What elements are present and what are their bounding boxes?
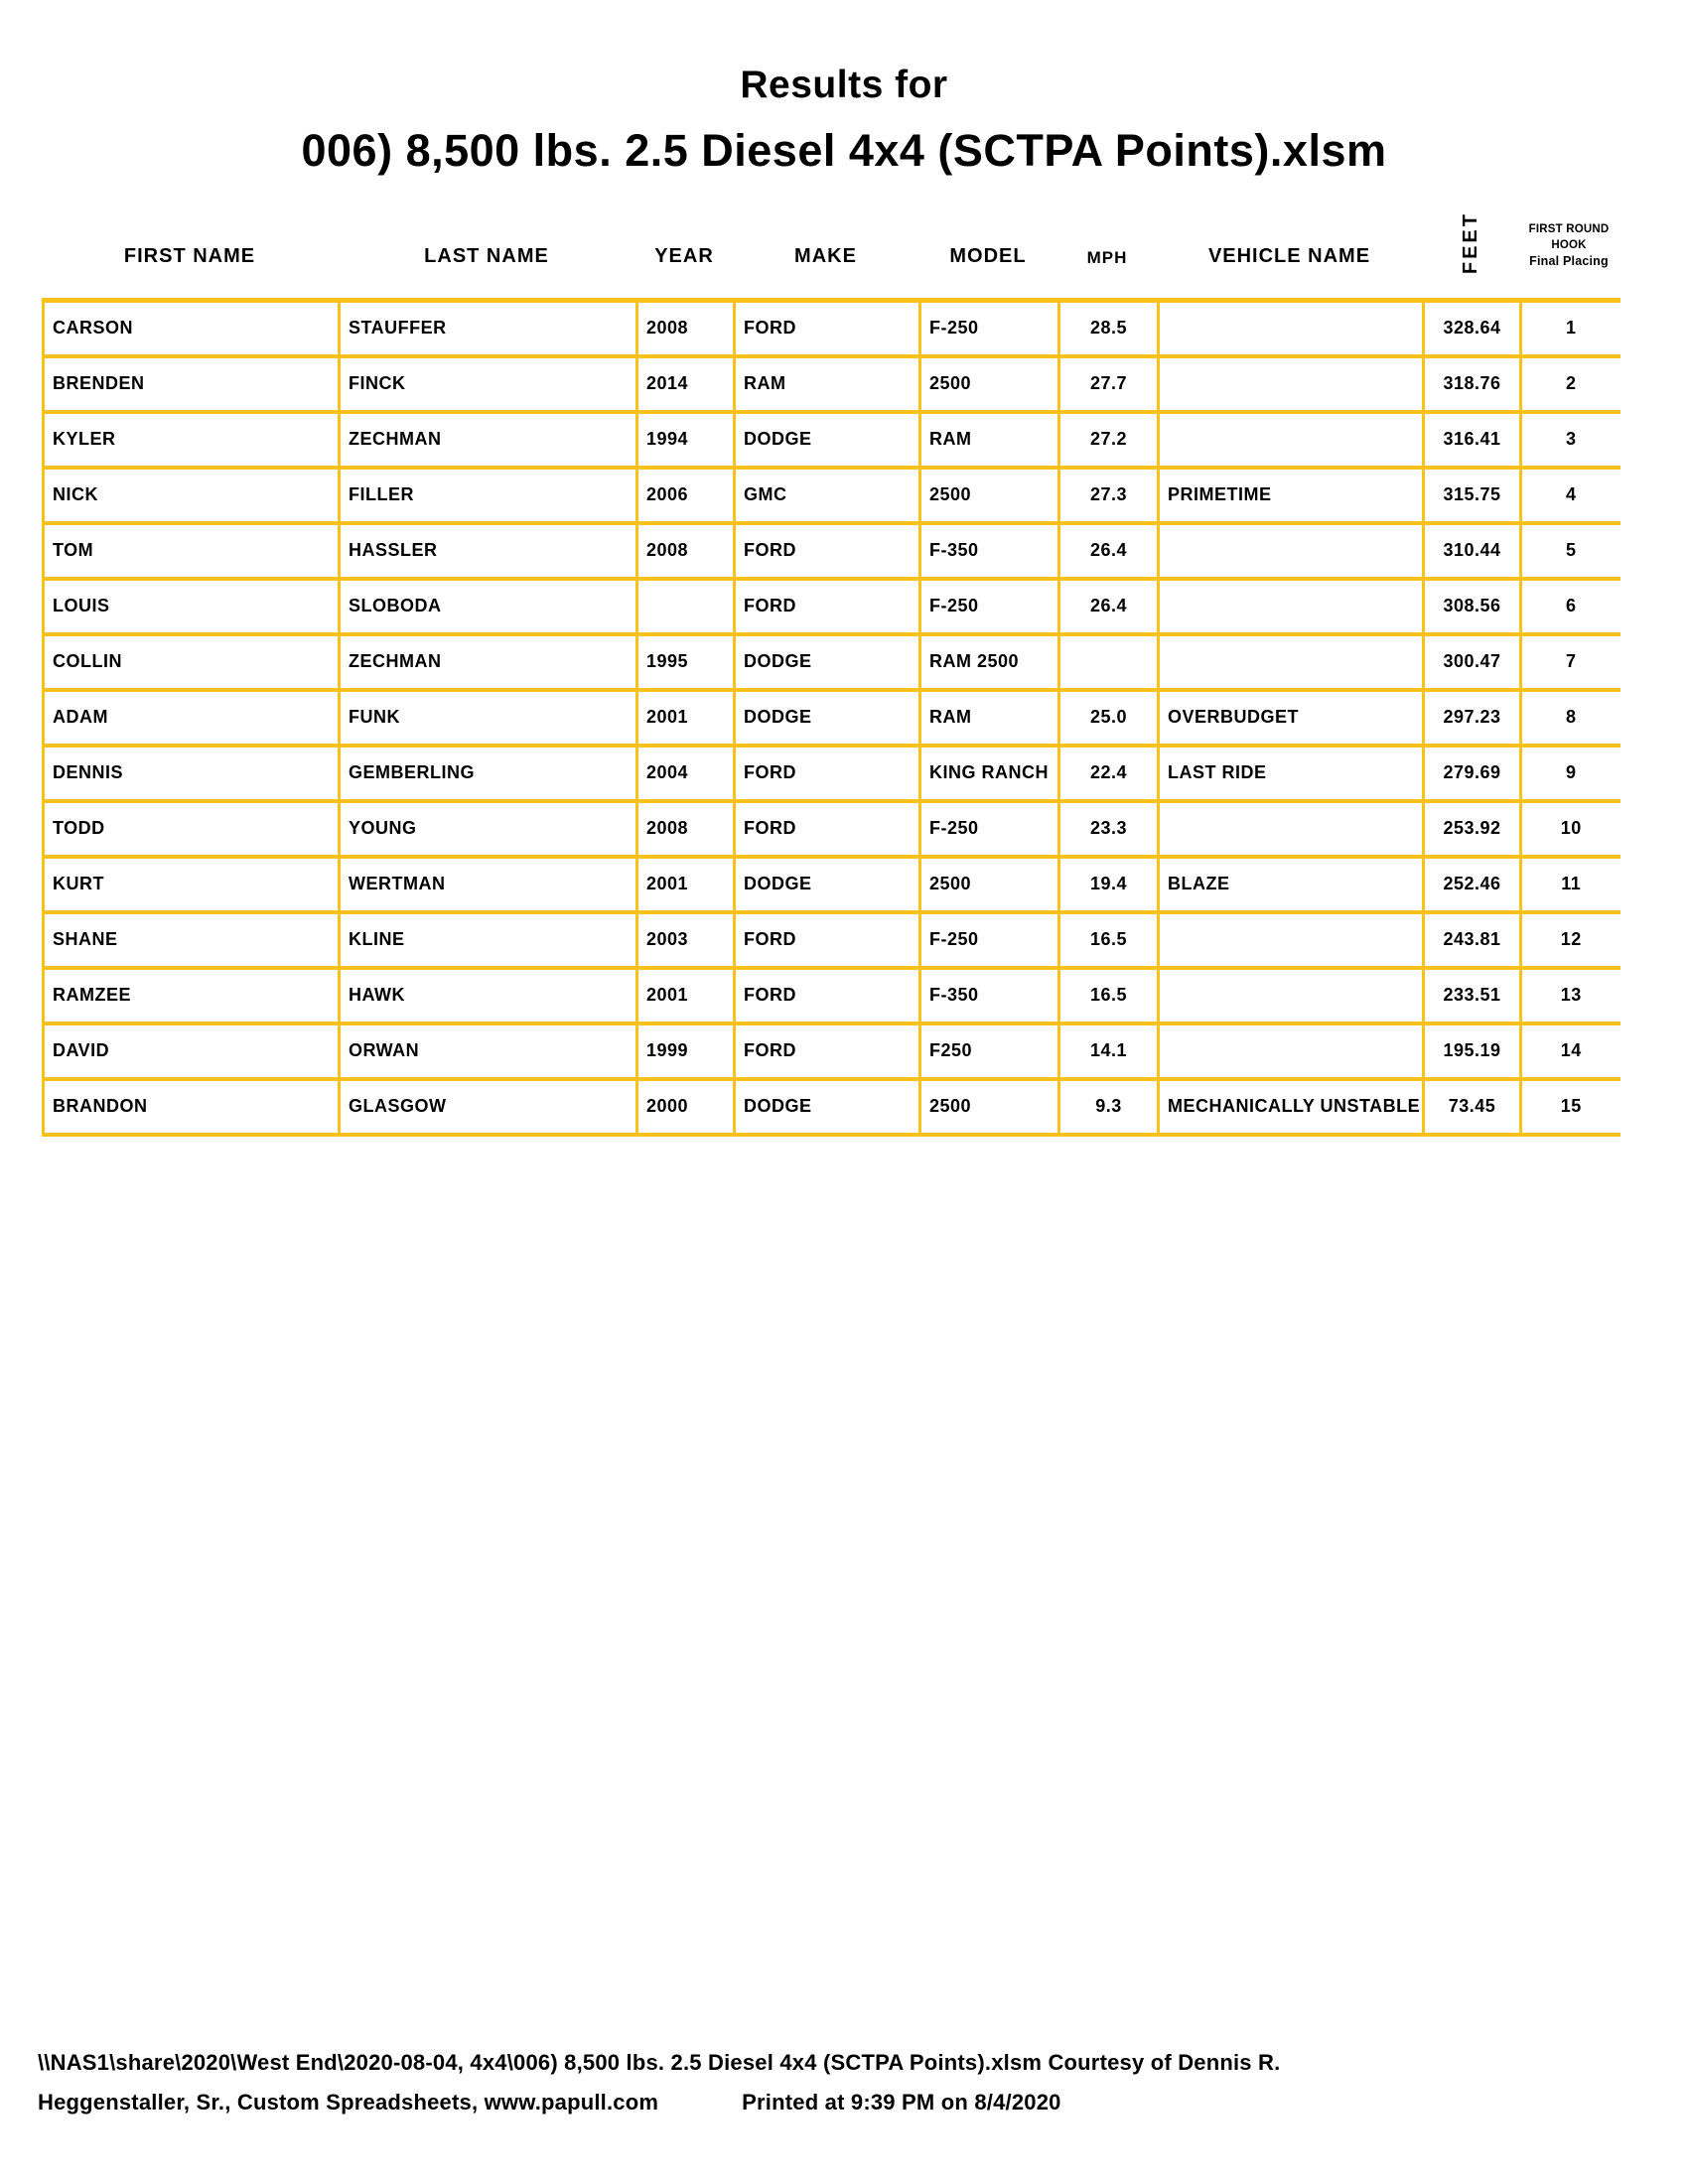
cell-mph: 27.7 — [1059, 356, 1159, 412]
cell-first-name: TOM — [44, 523, 340, 579]
cell-vehicle-name — [1159, 801, 1424, 857]
cell-year: 2008 — [637, 523, 735, 579]
cell-model: KING RANCH — [920, 746, 1059, 801]
cell-year: 2000 — [637, 1079, 735, 1135]
cell-placing: 10 — [1521, 801, 1620, 857]
cell-make: RAM — [735, 356, 920, 412]
column-header-feet — [1422, 197, 1519, 276]
results-table — [42, 298, 1620, 1137]
cell-placing: 15 — [1521, 1079, 1620, 1135]
cell-placing: 11 — [1521, 857, 1620, 912]
cell-year: 2004 — [637, 746, 735, 801]
cell-make: FORD — [735, 746, 920, 801]
printed-timestamp: Printed at 9:39 PM on 8/4/2020 — [742, 2090, 1061, 2115]
cell-first-name: SHANE — [44, 912, 340, 968]
cell-placing: 12 — [1521, 912, 1620, 968]
table-row — [44, 523, 1620, 579]
cell-year: 2001 — [637, 968, 735, 1024]
cell-last-name: ZECHMAN — [340, 412, 637, 468]
cell-mph: 22.4 — [1059, 746, 1159, 801]
cell-first-name: KURT — [44, 857, 340, 912]
cell-mph: 9.3 — [1059, 1079, 1159, 1135]
cell-first-name: RAMZEE — [44, 968, 340, 1024]
cell-feet: 318.76 — [1424, 356, 1521, 412]
cell-mph: 28.5 — [1059, 301, 1159, 356]
table-row — [44, 912, 1620, 968]
cell-vehicle-name: BLAZE — [1159, 857, 1424, 912]
cell-last-name: GLASGOW — [340, 1079, 637, 1135]
file-path-text: \\NAS1\share\2020\West End\2020-08-04, 4x4\006) 8,500 lbs. 2.5 Diesel 4x4 (SCTPA Points).xlsm Courtesy of Dennis R. — [38, 2050, 1281, 2075]
cell-last-name: STAUFFER — [340, 301, 637, 356]
cell-year: 2006 — [637, 468, 735, 523]
cell-make: FORD — [735, 801, 920, 857]
cell-feet: 308.56 — [1424, 579, 1521, 634]
cell-first-name: ADAM — [44, 690, 340, 746]
cell-model: 2500 — [920, 468, 1059, 523]
cell-placing: 1 — [1521, 301, 1620, 356]
cell-model: 2500 — [920, 857, 1059, 912]
cell-vehicle-name — [1159, 968, 1424, 1024]
cell-feet: 279.69 — [1424, 746, 1521, 801]
placing-header-sub: Final Placing — [1529, 254, 1609, 269]
report-subtitle: 006) 8,500 lbs. 2.5 Diesel 4x4 (SCTPA Points).xlsm — [301, 125, 1387, 176]
cell-feet: 253.92 — [1424, 801, 1521, 857]
cell-vehicle-name — [1159, 412, 1424, 468]
cell-model: 2500 — [920, 1079, 1059, 1135]
cell-mph: 14.1 — [1059, 1024, 1159, 1079]
cell-placing: 2 — [1521, 356, 1620, 412]
cell-first-name: KYLER — [44, 412, 340, 468]
cell-make: DODGE — [735, 857, 920, 912]
cell-last-name: FUNK — [340, 690, 637, 746]
table-row — [44, 746, 1620, 801]
cell-feet: 252.46 — [1424, 857, 1521, 912]
table-row — [44, 468, 1620, 523]
cell-vehicle-name: OVERBUDGET — [1159, 690, 1424, 746]
cell-placing: 3 — [1521, 412, 1620, 468]
cell-mph: 16.5 — [1059, 912, 1159, 968]
cell-year: 1999 — [637, 1024, 735, 1079]
cell-make: DODGE — [735, 634, 920, 690]
cell-placing: 13 — [1521, 968, 1620, 1024]
cell-make: FORD — [735, 968, 920, 1024]
cell-placing: 14 — [1521, 1024, 1620, 1079]
cell-mph — [1059, 634, 1159, 690]
cell-mph: 19.4 — [1059, 857, 1159, 912]
cell-make: FORD — [735, 1024, 920, 1079]
cell-mph: 26.4 — [1059, 523, 1159, 579]
table-row — [44, 857, 1620, 912]
cell-model: RAM 2500 — [920, 634, 1059, 690]
cell-last-name: WERTMAN — [340, 857, 637, 912]
cell-make: FORD — [735, 523, 920, 579]
cell-vehicle-name — [1159, 523, 1424, 579]
cell-model: F-250 — [920, 912, 1059, 968]
table-row — [44, 1079, 1620, 1135]
table-row — [44, 634, 1620, 690]
table-row — [44, 968, 1620, 1024]
cell-mph: 16.5 — [1059, 968, 1159, 1024]
cell-year: 2008 — [637, 801, 735, 857]
cell-make: DODGE — [735, 1079, 920, 1135]
report-title: Results for — [740, 64, 948, 106]
cell-feet: 328.64 — [1424, 301, 1521, 356]
report-footer — [38, 2043, 1646, 2122]
cell-make: FORD — [735, 579, 920, 634]
cell-feet: 300.47 — [1424, 634, 1521, 690]
cell-first-name: LOUIS — [44, 579, 340, 634]
cell-mph: 23.3 — [1059, 801, 1159, 857]
cell-make: DODGE — [735, 690, 920, 746]
column-header-year: YEAR — [654, 245, 714, 267]
cell-model: F-350 — [920, 523, 1059, 579]
cell-last-name: HAWK — [340, 968, 637, 1024]
cell-model: F-250 — [920, 801, 1059, 857]
cell-first-name: TODD — [44, 801, 340, 857]
cell-placing: 7 — [1521, 634, 1620, 690]
cell-model: F-350 — [920, 968, 1059, 1024]
cell-year: 2014 — [637, 356, 735, 412]
cell-mph: 27.2 — [1059, 412, 1159, 468]
cell-first-name: BRANDON — [44, 1079, 340, 1135]
cell-year: 1995 — [637, 634, 735, 690]
cell-model: F-250 — [920, 579, 1059, 634]
table-row — [44, 1024, 1620, 1079]
results-table-body — [44, 301, 1620, 1135]
cell-make: FORD — [735, 301, 920, 356]
cell-feet: 315.75 — [1424, 468, 1521, 523]
cell-last-name: ORWAN — [340, 1024, 637, 1079]
cell-last-name: SLOBODA — [340, 579, 637, 634]
cell-feet: 233.51 — [1424, 968, 1521, 1024]
cell-vehicle-name — [1159, 1024, 1424, 1079]
feet-rotated-label: FEET — [1459, 210, 1481, 274]
table-row — [44, 412, 1620, 468]
cell-feet: 243.81 — [1424, 912, 1521, 968]
cell-first-name: CARSON — [44, 301, 340, 356]
column-header-last-name: LAST NAME — [424, 245, 549, 267]
column-header-model: MODEL — [949, 245, 1027, 267]
table-row — [44, 301, 1620, 356]
cell-vehicle-name — [1159, 912, 1424, 968]
cell-placing: 9 — [1521, 746, 1620, 801]
cell-first-name: DAVID — [44, 1024, 340, 1079]
cell-feet: 310.44 — [1424, 523, 1521, 579]
column-header-first-name: FIRST NAME — [123, 245, 256, 267]
cell-mph: 27.3 — [1059, 468, 1159, 523]
cell-feet: 73.45 — [1424, 1079, 1521, 1135]
cell-placing: 5 — [1521, 523, 1620, 579]
cell-mph: 25.0 — [1059, 690, 1159, 746]
footer-line-2 — [38, 2083, 1646, 2122]
cell-vehicle-name — [1159, 579, 1424, 634]
cell-last-name: GEMBERLING — [340, 746, 637, 801]
column-header-vehicle-name: VEHICLE NAME — [1207, 245, 1371, 267]
cell-year — [637, 579, 735, 634]
cell-feet: 195.19 — [1424, 1024, 1521, 1079]
cell-vehicle-name — [1159, 634, 1424, 690]
cell-year: 1994 — [637, 412, 735, 468]
cell-year: 2008 — [637, 301, 735, 356]
cell-feet: 297.23 — [1424, 690, 1521, 746]
table-row — [44, 356, 1620, 412]
cell-mph: 26.4 — [1059, 579, 1159, 634]
cell-vehicle-name — [1159, 301, 1424, 356]
cell-last-name: ZECHMAN — [340, 634, 637, 690]
cell-placing: 6 — [1521, 579, 1620, 634]
placing-header-main: FIRST ROUND HOOK — [1528, 223, 1610, 251]
cell-first-name: COLLIN — [44, 634, 340, 690]
table-header-row — [42, 197, 1618, 276]
column-header-make: MAKE — [794, 245, 857, 267]
cell-year: 2003 — [637, 912, 735, 968]
cell-first-name: DENNIS — [44, 746, 340, 801]
cell-make: GMC — [735, 468, 920, 523]
cell-model: F250 — [920, 1024, 1059, 1079]
cell-last-name: FILLER — [340, 468, 637, 523]
courtesy-text: Heggenstaller, Sr., Custom Spreadsheets, www.papull.com — [38, 2090, 659, 2115]
cell-first-name: BRENDEN — [44, 356, 340, 412]
cell-year: 2001 — [637, 857, 735, 912]
cell-vehicle-name: LAST RIDE — [1159, 746, 1424, 801]
cell-model: RAM — [920, 412, 1059, 468]
table-row — [44, 801, 1620, 857]
cell-model: F-250 — [920, 301, 1059, 356]
cell-vehicle-name: PRIMETIME — [1159, 468, 1424, 523]
cell-make: DODGE — [735, 412, 920, 468]
footer-line-1 — [38, 2043, 1646, 2083]
cell-first-name: NICK — [44, 468, 340, 523]
cell-model: RAM — [920, 690, 1059, 746]
cell-last-name: KLINE — [340, 912, 637, 968]
cell-placing: 4 — [1521, 468, 1620, 523]
cell-last-name: FINCK — [340, 356, 637, 412]
cell-placing: 8 — [1521, 690, 1620, 746]
column-header-mph: MPH — [1086, 248, 1128, 267]
table-row — [44, 690, 1620, 746]
cell-last-name: HASSLER — [340, 523, 637, 579]
cell-model: 2500 — [920, 356, 1059, 412]
column-header-placing — [1519, 197, 1618, 276]
cell-feet: 316.41 — [1424, 412, 1521, 468]
cell-make: FORD — [735, 912, 920, 968]
table-row — [44, 579, 1620, 634]
cell-vehicle-name — [1159, 356, 1424, 412]
cell-last-name: YOUNG — [340, 801, 637, 857]
cell-year: 2001 — [637, 690, 735, 746]
cell-vehicle-name: MECHANICALLY UNSTABLE — [1159, 1079, 1424, 1135]
